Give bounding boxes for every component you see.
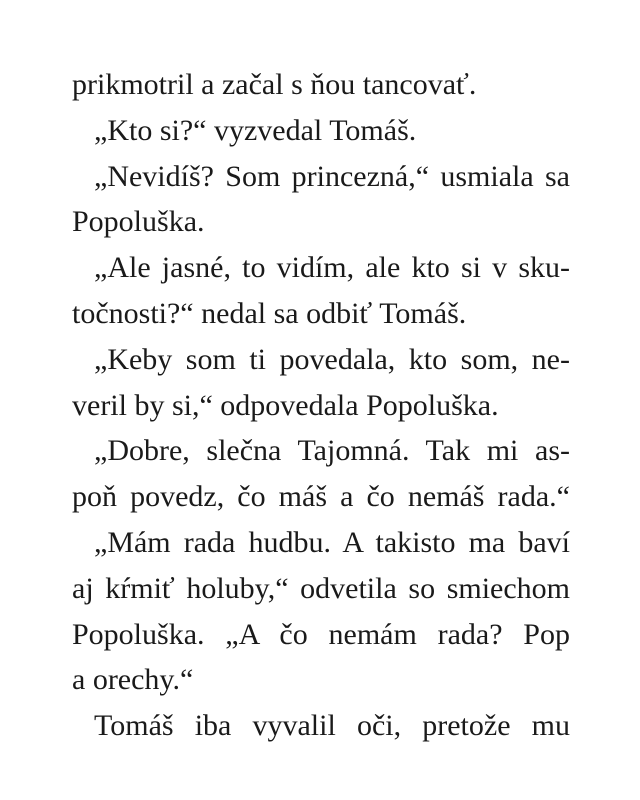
text-line: „Keby som ti povedala, kto som, ne-: [94, 342, 570, 376]
text-line: veril by si,“ odpovedala Popoluška.: [72, 388, 499, 422]
text-line: „Nevidíš? Som princezná,“ usmiala sa: [94, 159, 570, 193]
text-line: Popoluška.: [72, 205, 205, 239]
text-line: „Ale jasné, to vidím, ale kto si v sku-: [94, 251, 570, 285]
text-line: aj kŕmiť holuby,“ odvetila so smiechom: [72, 571, 570, 605]
text-line: Tomáš iba vyvalil oči, pretože mu: [94, 709, 570, 743]
text-line: poň povedz, čo máš a čo nemáš rada.“: [72, 480, 570, 514]
text-line: prikmotril a začal s ňou tancovať.: [72, 68, 477, 101]
text-line: točnosti?“ nedal sa odbiť Tomáš.: [72, 296, 467, 330]
text-line: „Dobre, slečna Tajomná. Tak mi as-: [94, 434, 570, 468]
text-line: „Kto si?“ vyzvedal Tomáš.: [94, 113, 417, 147]
text-line: Popoluška. „A čo nemám rada? Pop: [72, 617, 570, 651]
text-line: „Mám rada hudbu. A takisto ma baví: [94, 525, 570, 559]
story-text: [72, 62, 570, 749]
text-line: a orechy.“: [72, 663, 194, 697]
